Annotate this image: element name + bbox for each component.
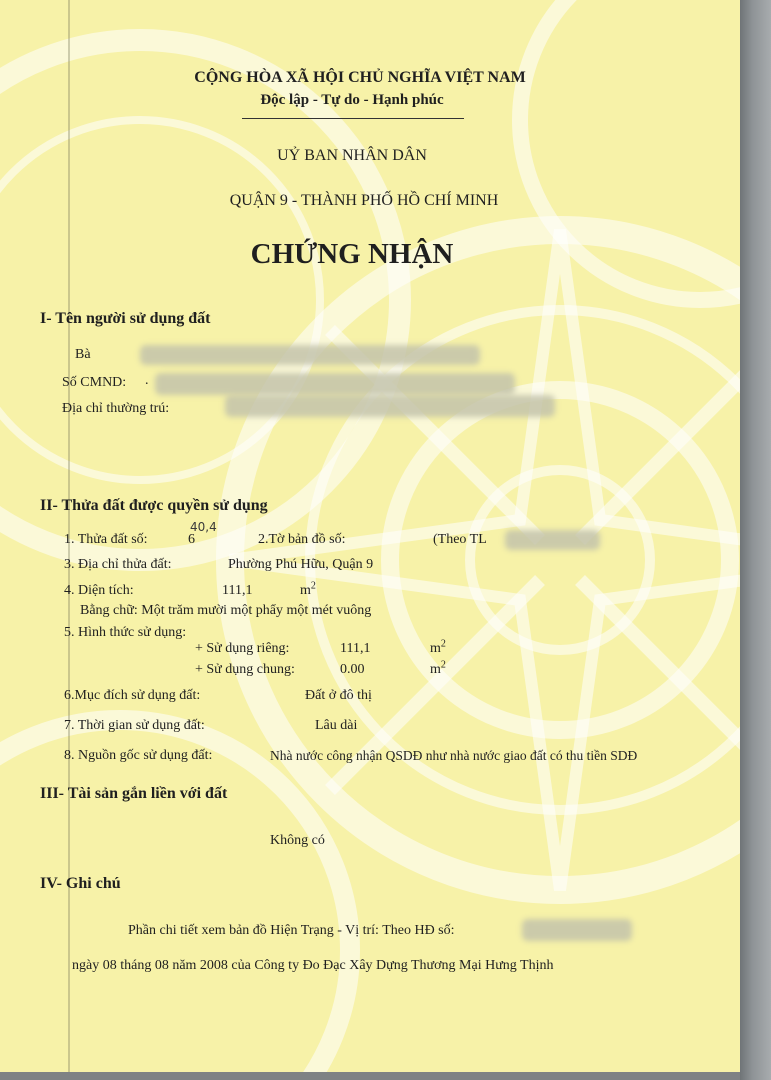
address-label: Địa chỉ thường trú: — [62, 401, 170, 416]
national-motto: Độc lập - Tự do - Hạnh phúc — [260, 92, 444, 108]
area-unit-base: m — [300, 583, 311, 598]
shared-use-label: + Sử dụng chung: — [195, 662, 295, 677]
notes-line-2: ngày 08 tháng 08 năm 2008 của Công ty Đo Đạc Xây Dựng Thương Mại Hưng Thịnh — [72, 958, 554, 973]
scan-edge-bottom — [0, 1072, 740, 1080]
usage-term-label: 7. Thời gian sử dụng đất: — [64, 718, 205, 733]
document-title: CHỨNG NHẬN — [250, 238, 454, 270]
shared-use-unit — [430, 659, 446, 678]
parcel-number-label: 1. Thửa đất số: — [64, 532, 148, 547]
land-purpose-value: Đất ở đô thị — [305, 688, 372, 703]
usage-term-value: Lâu dài — [315, 718, 358, 733]
redacted-id — [155, 373, 515, 395]
shared-unit-exponent: 2 — [440, 659, 446, 671]
notes-line-1: Phần chi tiết xem bản đồ Hiện Trạng - Vị trí: Theo HĐ số: — [128, 923, 455, 938]
private-unit-base: m — [430, 641, 441, 656]
section4-heading: IV- Ghi chú — [40, 875, 121, 892]
land-origin-label: 8. Nguồn gốc sử dụng đất: — [64, 748, 213, 763]
land-origin-value: Nhà nước công nhận QSDĐ như nhà nước giao đất có thu tiền SDĐ — [270, 748, 638, 763]
authority-name: UỶ BAN NHÂN DÂN — [277, 147, 427, 164]
parcel-number-value: 6 — [188, 532, 195, 547]
map-sheet-value: (Theo TL — [433, 532, 487, 547]
shared-unit-base: m — [430, 662, 441, 677]
handwritten-parcel-note: 40,4 — [190, 520, 217, 534]
country-name: CỘNG HÒA XÃ HỘI CHỦ NGHĨA VIỆT NAM — [194, 69, 526, 86]
scan-edge-right — [740, 0, 771, 1080]
area-label: 4. Diện tích: — [64, 583, 134, 598]
land-purpose-label: 6.Mục đích sử dụng đất: — [64, 688, 201, 703]
usage-form-label: 5. Hình thức sử dụng: — [64, 625, 187, 640]
section2-heading: II- Thửa đất được quyền sử dụng — [40, 497, 268, 514]
redacted-map-ref — [505, 530, 600, 550]
area-unit — [300, 580, 316, 599]
private-use-unit — [430, 638, 446, 657]
private-use-label: + Sử dụng riêng: — [195, 641, 290, 656]
area-value: 111,1 — [222, 583, 253, 598]
honorific: Bà — [75, 347, 91, 362]
section1-heading: I- Tên người sử dụng đất — [40, 310, 211, 327]
area-in-words: Bằng chữ: Một trăm mười một phẩy một mét vuông — [80, 603, 372, 618]
parcel-address-label: 3. Địa chỉ thửa đất: — [64, 557, 172, 572]
area-unit-exponent: 2 — [310, 580, 316, 592]
shared-use-value: 0.00 — [340, 662, 365, 677]
attached-assets-value: Không có — [270, 833, 325, 848]
private-unit-exponent: 2 — [440, 638, 446, 650]
section3-heading: III- Tài sản gắn liền với đất — [40, 785, 228, 802]
id-label: Số CMND: — [62, 375, 127, 390]
district-name: QUẬN 9 - THÀNH PHỐ HỒ CHÍ MINH — [229, 192, 499, 209]
parcel-address-value: Phường Phú Hữu, Quận 9 — [228, 557, 374, 572]
private-use-value: 111,1 — [340, 641, 371, 656]
motto-underline — [242, 118, 464, 119]
redacted-contract-number — [522, 919, 632, 941]
id-prefix: . — [145, 373, 149, 388]
map-sheet-label: 2.Tờ bản đồ số: — [258, 532, 346, 547]
redacted-name — [140, 345, 480, 365]
redacted-address — [225, 395, 555, 417]
